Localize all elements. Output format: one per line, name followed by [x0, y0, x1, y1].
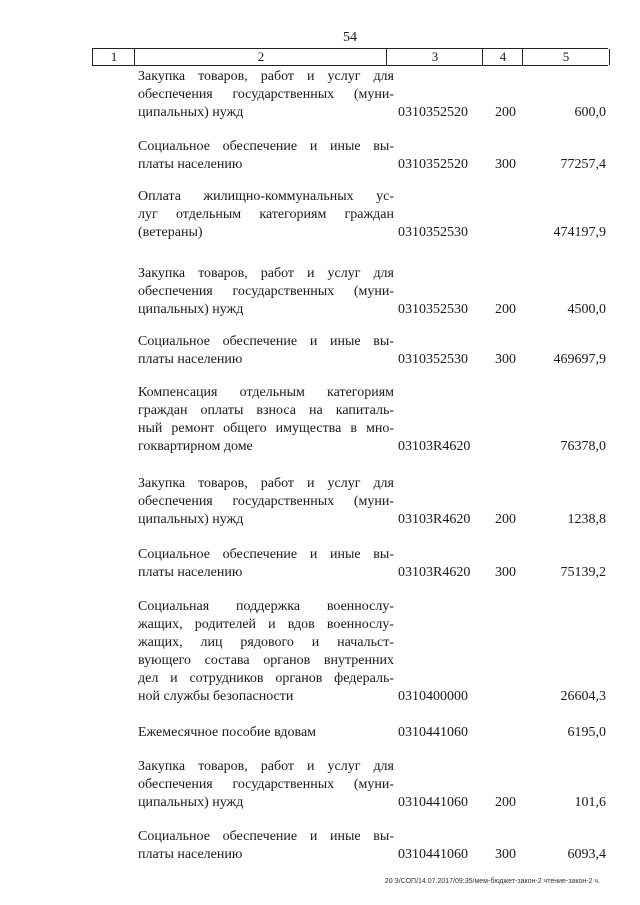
- description-line: Компенсация отдельным категориям: [138, 385, 394, 400]
- column-header-2: 2: [134, 49, 387, 65]
- description-line: Закупка товаров, работ и услуг для: [138, 476, 394, 491]
- row-description: [138, 188, 394, 242]
- row-amount: 76378,0: [560, 439, 606, 454]
- row-code: 03103R4620: [398, 565, 471, 580]
- row-description: [138, 546, 394, 582]
- description-line: жащих, родителей и вдов военнослу-: [138, 617, 394, 632]
- description-line: жащих, лиц рядового и начальст-: [138, 635, 394, 650]
- row-description: [138, 138, 394, 174]
- description-line: вующего состава органов внутренних: [138, 653, 394, 668]
- row-code: 03103R4620: [398, 512, 471, 527]
- row-expense-type: 200: [495, 302, 516, 317]
- description-line: Ежемесячное пособие вдовам: [138, 725, 317, 740]
- description-line: луг отдельным категориям граждан: [138, 207, 394, 222]
- column-header-3: 3: [386, 49, 483, 65]
- page-number: 54: [343, 30, 357, 45]
- row-expense-type: 300: [495, 157, 516, 172]
- description-line: (ветераны): [138, 225, 203, 240]
- row-amount: 26604,3: [560, 689, 606, 704]
- description-line: обеспечения государственных (муни-: [138, 777, 394, 792]
- row-code: 0310352530: [398, 302, 468, 317]
- description-line: Социальное обеспечение и иные вы-: [138, 334, 394, 349]
- description-line: ципальных) нужд: [138, 512, 244, 527]
- row-description: [138, 265, 394, 319]
- description-line: Социальное обеспечение и иные вы-: [138, 829, 394, 844]
- description-line: Закупка товаров, работ и услуг для: [138, 759, 394, 774]
- table-header-row: [92, 48, 608, 66]
- description-line: дел и сотрудников органов федераль-: [138, 671, 394, 686]
- row-code: 0310400000: [398, 689, 468, 704]
- row-code: 0310441060: [398, 847, 468, 862]
- row-amount: 6195,0: [567, 725, 606, 740]
- row-expense-type: 300: [495, 565, 516, 580]
- description-line: ный ремонт общего имущества в мно-: [138, 421, 394, 436]
- row-amount: 75139,2: [560, 565, 606, 580]
- description-line: граждан оплаты взноса на капиталь-: [138, 403, 394, 418]
- row-description: [138, 475, 394, 529]
- description-line: ной службы безопасности: [138, 689, 294, 704]
- row-code: 03103R4620: [398, 439, 471, 454]
- column-header-4: 4: [482, 49, 523, 65]
- row-amount: 6093,4: [567, 847, 606, 862]
- column-header-5: 5: [522, 49, 610, 65]
- row-description: [138, 758, 394, 812]
- description-line: ципальных) нужд: [138, 795, 244, 810]
- row-expense-type: 300: [495, 352, 516, 367]
- description-line: обеспечения государственных (муни-: [138, 87, 394, 102]
- row-description: [138, 598, 394, 706]
- row-expense-type: 300: [495, 847, 516, 862]
- row-code: 0310441060: [398, 725, 468, 740]
- description-line: Социальное обеспечение и иные вы-: [138, 139, 394, 154]
- row-amount: 600,0: [574, 105, 606, 120]
- row-code: 0310352530: [398, 352, 468, 367]
- description-line: гоквартирном доме: [138, 439, 253, 454]
- description-line: ципальных) нужд: [138, 105, 244, 120]
- row-code: 0310441060: [398, 795, 468, 810]
- row-code: 0310352520: [398, 157, 468, 172]
- description-line: ципальных) нужд: [138, 302, 244, 317]
- row-amount: 474197,9: [553, 225, 606, 240]
- row-code: 0310352520: [398, 105, 468, 120]
- description-line: платы населению: [138, 565, 243, 580]
- row-amount: 469697,9: [553, 352, 606, 367]
- description-line: платы населению: [138, 157, 243, 172]
- row-description: [138, 724, 394, 742]
- row-amount: 1238,8: [567, 512, 606, 527]
- row-code: 0310352530: [398, 225, 468, 240]
- row-amount: 4500,0: [567, 302, 606, 317]
- row-description: [138, 384, 394, 456]
- row-amount: 77257,4: [560, 157, 606, 172]
- row-expense-type: 200: [495, 795, 516, 810]
- column-header-1: 1: [92, 49, 135, 65]
- row-expense-type: 200: [495, 512, 516, 527]
- description-line: Социальное обеспечение и иные вы-: [138, 547, 394, 562]
- row-amount: 101,6: [574, 795, 606, 810]
- description-line: Социальная поддержка военнослу-: [138, 599, 394, 614]
- description-line: обеспечения государственных (муни-: [138, 494, 394, 509]
- footer-file-reference: 20 З/СОП/14.07.2017/09:35/мем-бюджет-закон-2 чтение-закон-2 ч.: [384, 878, 600, 885]
- row-description: [138, 333, 394, 369]
- description-line: платы населению: [138, 352, 243, 367]
- description-line: Оплата жилищно-коммунальных ус-: [138, 189, 394, 204]
- description-line: обеспечения государственных (муни-: [138, 284, 394, 299]
- description-line: Закупка товаров, работ и услуг для: [138, 69, 394, 84]
- description-line: Закупка товаров, работ и услуг для: [138, 266, 394, 281]
- row-expense-type: 200: [495, 105, 516, 120]
- row-description: [138, 828, 394, 864]
- row-description: [138, 68, 394, 122]
- description-line: платы населению: [138, 847, 243, 862]
